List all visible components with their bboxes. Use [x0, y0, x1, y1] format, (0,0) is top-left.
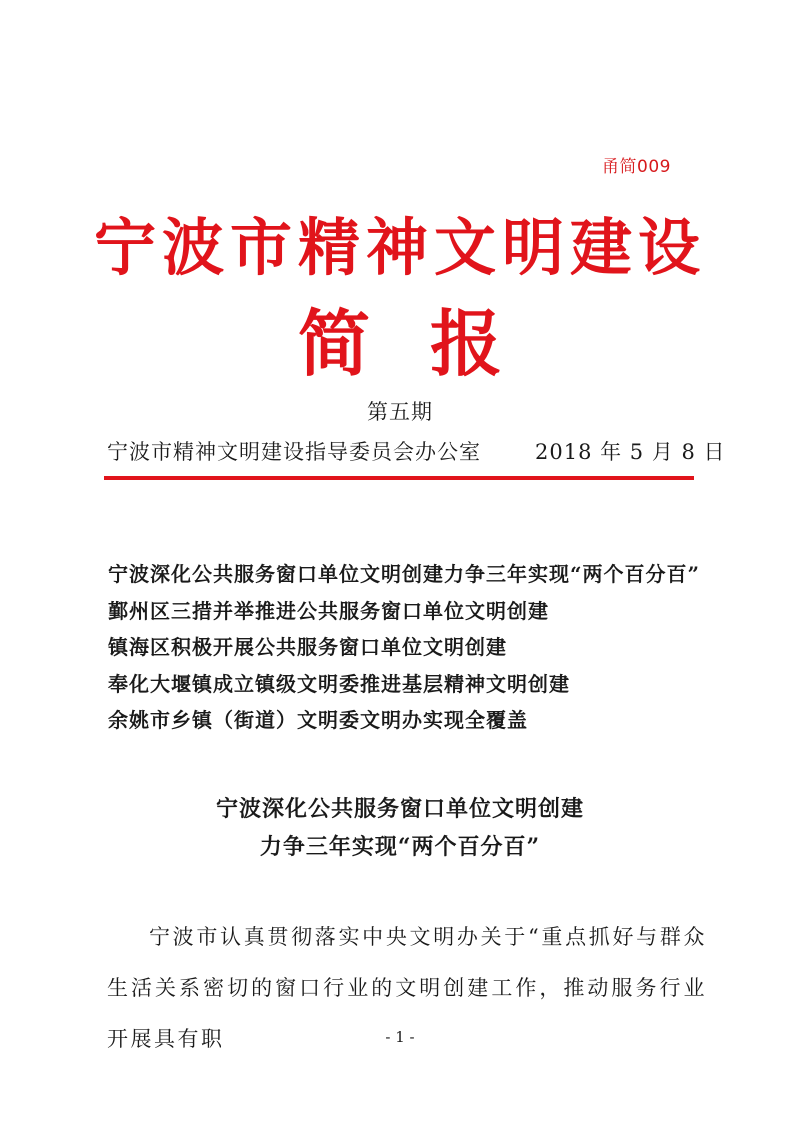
toc-item: 鄞州区三措并举推进公共服务窗口单位文明创建	[108, 598, 549, 623]
toc-item: 镇海区积极开展公共服务窗口单位文明创建	[108, 635, 507, 659]
toc-item: 余姚市乡镇（街道）文明委文明办实现全覆盖	[108, 708, 528, 732]
header-divider	[104, 476, 694, 480]
toc-item: 奉化大堰镇成立镇级文明委推进基层精神文明创建	[108, 671, 570, 696]
publish-date: 2018 年 5 月 8 日	[535, 440, 726, 464]
article-title-line-1: 宁波深化公共服务窗口单位文明创建	[215, 796, 584, 822]
masthead-title: 宁波市精神文明建设	[93, 211, 706, 284]
document-code: 甬简009	[602, 157, 671, 177]
article-title-line-2: 力争三年实现“两个百分百”	[259, 834, 541, 860]
issue-number: 第五期	[367, 400, 433, 424]
brief-title: 简报	[297, 302, 562, 386]
article-title	[0, 790, 800, 866]
table-of-contents	[108, 556, 708, 739]
page-number: - 1 -	[385, 1028, 415, 1046]
publisher: 宁波市精神文明建设指导委员会办公室	[107, 440, 481, 464]
toc-item: 宁波深化公共服务窗口单位文明创建力争三年实现“两个百分百”	[108, 562, 701, 586]
article-body: 宁波市认真贯彻落实中央文明办关于“重点抓好与群众生活关系密切的窗口行业的文明创建工作，推动服务行业开展具有职	[107, 925, 707, 1051]
